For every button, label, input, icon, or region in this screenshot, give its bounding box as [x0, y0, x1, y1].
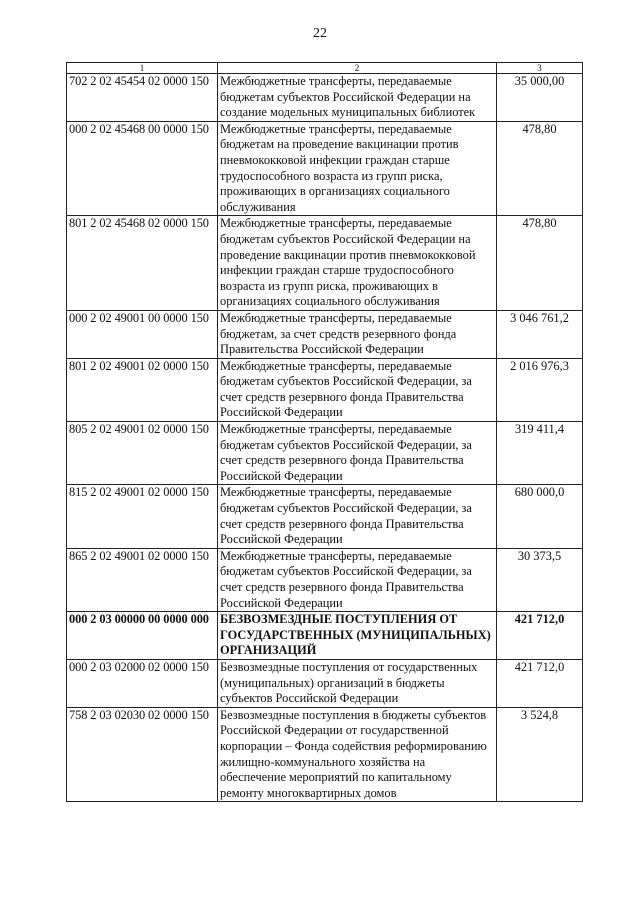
- column-header-amount: 3: [497, 63, 583, 74]
- row-code: 000 2 03 02000 02 0000 150: [67, 659, 218, 707]
- row-code: 758 2 03 02030 02 0000 150: [67, 707, 218, 802]
- page-number: 22: [313, 26, 327, 41]
- row-amount: 30 373,5: [497, 548, 583, 611]
- table-header-row: [67, 63, 583, 74]
- row-name: Межбюджетные трансферты, передаваемые бюджетам субъектов Российской Федерации на создание модельных муниципальных библиотек: [218, 74, 497, 122]
- table-row: [67, 707, 583, 802]
- table-row: [67, 548, 583, 611]
- table-row: [67, 121, 583, 216]
- row-name: Межбюджетные трансферты, передаваемые бюджетам, за счет средств резервного фонда Правительства Российской Федерации: [218, 310, 497, 358]
- table-row: [67, 659, 583, 707]
- row-name: Межбюджетные трансферты, передаваемые бюджетам субъектов Российской Федерации, за счет средств резервного фонда Правительства Российской Федерации: [218, 358, 497, 421]
- budget-table: [66, 62, 583, 802]
- table-row: [67, 422, 583, 485]
- row-amount: 421 712,0: [497, 612, 583, 660]
- row-name: Безвозмездные поступления от государственных (муниципальных) организаций в бюджеты субъектов Российской Федерации: [218, 659, 497, 707]
- row-code: 702 2 02 45454 02 0000 150: [67, 74, 218, 122]
- row-amount: 421 712,0: [497, 659, 583, 707]
- row-amount: 2 016 976,3: [497, 358, 583, 421]
- table-row: [67, 310, 583, 358]
- row-code: 865 2 02 49001 02 0000 150: [67, 548, 218, 611]
- row-amount: 35 000,00: [497, 74, 583, 122]
- row-amount: 3 524,8: [497, 707, 583, 802]
- column-header-code: 1: [67, 63, 218, 74]
- row-amount: 478,80: [497, 121, 583, 216]
- row-name: Безвозмездные поступления в бюджеты субъектов Российской Федерации от государственной корпорации – Фонда содействия реформированию жилищно-коммунального хозяйства на обеспечение мероприятий по капитальному ремонту многоквартирных домов: [218, 707, 497, 802]
- row-amount: 3 046 761,2: [497, 310, 583, 358]
- row-code: 000 2 02 49001 00 0000 150: [67, 310, 218, 358]
- row-name: БЕЗВОЗМЕЗДНЫЕ ПОСТУПЛЕНИЯ ОТ ГОСУДАРСТВЕННЫХ (МУНИЦИПАЛЬНЫХ) ОРГАНИЗАЦИЙ: [218, 612, 497, 660]
- row-code: 801 2 02 49001 02 0000 150: [67, 358, 218, 421]
- row-code: 801 2 02 45468 02 0000 150: [67, 216, 218, 311]
- table-row: [67, 74, 583, 122]
- row-name: Межбюджетные трансферты, передаваемые бюджетам субъектов Российской Федерации, за счет средств резервного фонда Правительства Российской Федерации: [218, 548, 497, 611]
- table-row: [67, 216, 583, 311]
- row-amount: 319 411,4: [497, 422, 583, 485]
- row-name: Межбюджетные трансферты, передаваемые бюджетам субъектов Российской Федерации на проведение вакцинации против пневмококковой инфекции граждан старше трудоспособного возраста из групп риска, проживающих в организациях социального обслуживания: [218, 216, 497, 311]
- row-code: 000 2 02 45468 00 0000 150: [67, 121, 218, 216]
- table-row: [67, 358, 583, 421]
- row-code: 815 2 02 49001 02 0000 150: [67, 485, 218, 548]
- row-name: Межбюджетные трансферты, передаваемые бюджетам субъектов Российской Федерации, за счет средств резервного фонда Правительства Российской Федерации: [218, 422, 497, 485]
- table-row: [67, 485, 583, 548]
- row-amount: 478,80: [497, 216, 583, 311]
- row-name: Межбюджетные трансферты, передаваемые бюджетам субъектов Российской Федерации, за счет средств резервного фонда Правительства Российской Федерации: [218, 485, 497, 548]
- row-code: 805 2 02 49001 02 0000 150: [67, 422, 218, 485]
- table-row: [67, 612, 583, 660]
- row-amount: 680 000,0: [497, 485, 583, 548]
- row-name: Межбюджетные трансферты, передаваемые бюджетам на проведение вакцинации против пневмококковой инфекции граждан старше трудоспособного возраста из групп риска, проживающих в организациях социального обслуживания: [218, 121, 497, 216]
- row-code: 000 2 03 00000 00 0000 000: [67, 612, 218, 660]
- column-header-name: 2: [218, 63, 497, 74]
